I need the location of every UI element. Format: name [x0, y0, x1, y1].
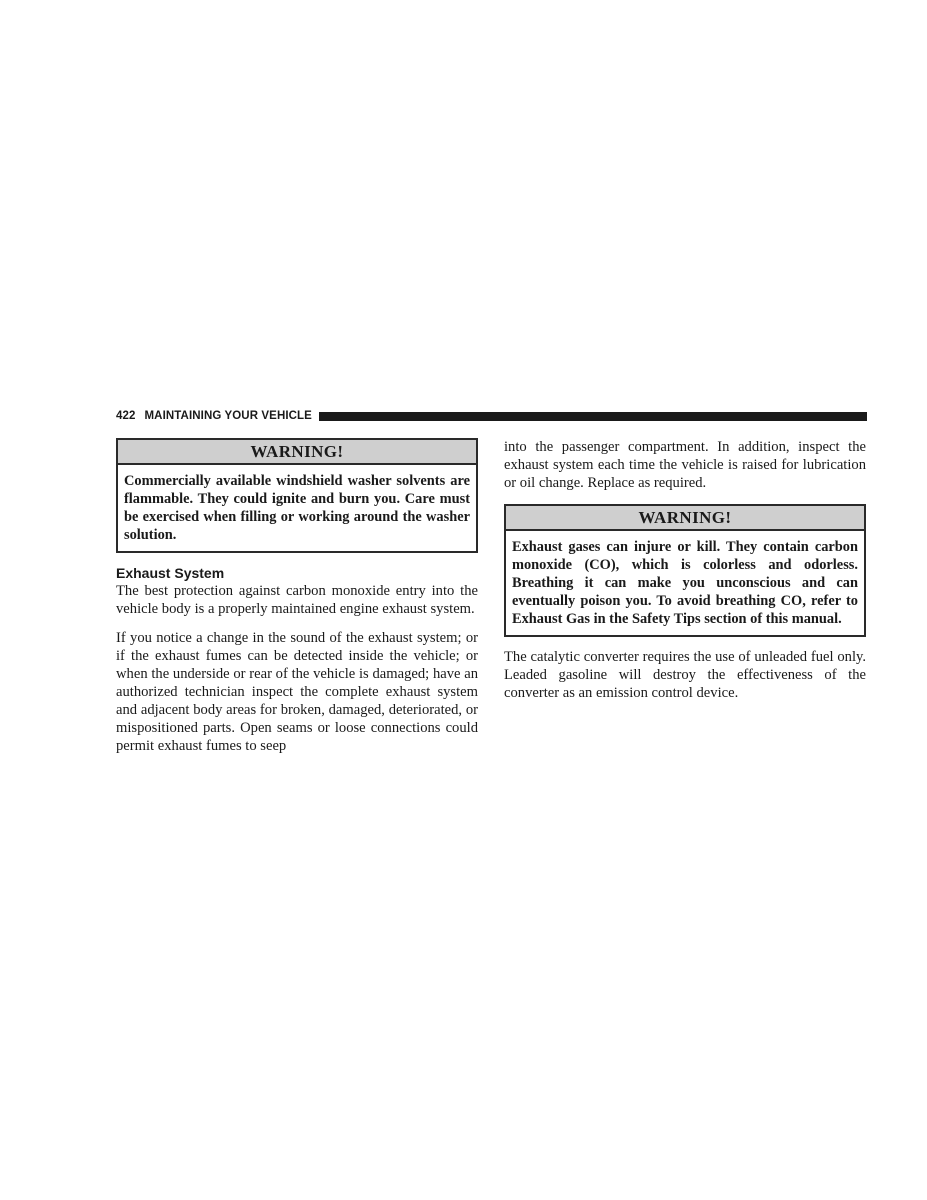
- exhaust-system-heading: Exhaust System: [116, 565, 225, 581]
- washer-solvent-warning-box: [116, 438, 478, 553]
- right-column: [504, 438, 866, 702]
- exhaust-gas-warning-box: [504, 504, 866, 637]
- exhaust-paragraph-continued: into the passenger compartment. In addition, inspect the exhaust system each time the vehicle is raised for lubrication or oil change. Replace as required.: [504, 439, 866, 491]
- warning-text: Exhaust gases can injure or kill. They contain carbon monoxide (CO), which is colorless and odorless. Breathing it can make you unconscious and can eventually poison you. To avoid breathing CO, refer to Exhaust Gas in the Safety Tips section of this manual.: [512, 539, 858, 627]
- warning-text: Commercially available windshield washer solvents are flammable. They could ignite and burn you. Care must be exercised when filling or working around the washer solution.: [124, 473, 470, 543]
- exhaust-paragraph-2: If you notice a change in the sound of the exhaust system; or if the exhaust fumes can be detected inside the vehicle; or when the underside or rear of the vehicle is damaged; have an authorized technician inspect the complete exhaust system and adjacent body areas for broken, damaged, deteriorated, or mispositioned parts. Open seams or loose connections could permit exhaust fumes to seep: [116, 630, 478, 754]
- warning-title: WARNING!: [506, 506, 864, 531]
- page-header: [116, 409, 867, 423]
- left-column: [116, 438, 478, 755]
- section-title: MAINTAINING YOUR VEHICLE: [144, 410, 312, 422]
- exhaust-paragraph-1: The best protection against carbon monoxide entry into the vehicle body is a properly maintained engine exhaust system.: [116, 583, 478, 617]
- catalytic-converter-paragraph: The catalytic converter requires the use of unleaded fuel only. Leaded gasoline will destroy the effectiveness of the converter as an emission control device.: [504, 649, 866, 701]
- page-number: 422: [116, 410, 136, 422]
- header-rule: [319, 412, 867, 421]
- warning-title: WARNING!: [118, 440, 476, 465]
